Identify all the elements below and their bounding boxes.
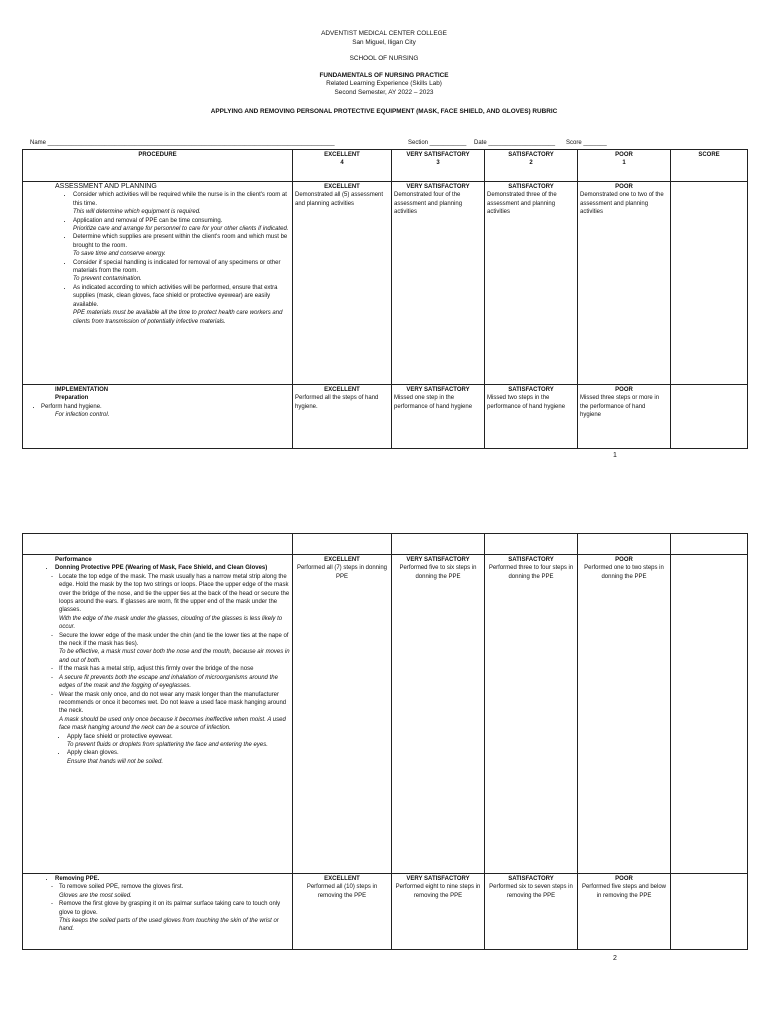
list-item [55, 875, 290, 934]
list-item: • Apply face shield or protective eyewear. To prevent fluids or droplets from splattering the face and entering the eyes. [67, 733, 290, 750]
document-header [0, 30, 768, 116]
col-score: SCORE [671, 150, 748, 182]
implementation-rationale: For infection control. [55, 412, 110, 419]
list-item: • Determine which supplies are present within the client's room and which must be brought to the room. To save time and conserve energy. [73, 233, 290, 258]
col-very-satisfactory: VERY SATISFACTORY 3 [392, 150, 485, 182]
list-item: - A secure fit prevents both the escape and inhalation of microorganisms around the edges of the mask and the fogging of eyeglasses. [59, 674, 290, 691]
performance-row [23, 555, 748, 874]
list-item: - To remove soiled PPE, remove the gloves first. Gloves are the most soiled. [59, 883, 290, 900]
list-item: • Application and removal of PPE can be time consuming. Prioritize care and arrange for personnel to care for your other clients if indicated. [73, 217, 290, 234]
page-number: 1 [613, 452, 617, 459]
implementation-satisfactory: SATISFACTORY Missed two steps in the performance of hand hygiene [485, 385, 578, 449]
page-2 [0, 520, 768, 1024]
removing-heading: Removing PPE. [55, 876, 100, 882]
col-excellent: EXCELLENT 4 [293, 150, 392, 182]
list-item [55, 564, 290, 732]
implementation-procedure [23, 385, 293, 449]
list-item: - Remove the first glove by grasping it on its palmar surface taking care to touch only glove to glove. This keeps the soiled parts of the used gloves from touching the skin of the wrist or hand. [59, 900, 290, 934]
rubric-table-page-1 [22, 149, 748, 449]
rubric-table-page-2 [22, 533, 748, 950]
list-item: • Apply clean gloves. Ensure that hands will not be soiled. [67, 749, 290, 766]
blank-header-row [23, 534, 748, 555]
list-item: • Consider which activities will be required while the nurse is in the client's room at this time. This will determine which equipment is required. [73, 191, 290, 216]
removing-procedure [23, 874, 293, 950]
implementation-heading: IMPLEMENTATION [55, 387, 109, 393]
table-header-row [23, 150, 748, 182]
col-poor: POOR 1 [578, 150, 671, 182]
assessment-excellent: EXCELLENT Demonstrated all (5) assessment and planning activities [293, 182, 392, 385]
section-field[interactable]: Section ___________ [408, 140, 467, 146]
implementation-poor: POOR Missed three steps or more in the performance of hand hygiene [578, 385, 671, 449]
performance-very-satisfactory: VERY SATISFACTORY Performed five to six steps in donning the PPE [392, 555, 485, 874]
performance-poor: POOR Performed one to two steps in donning the PPE [578, 555, 671, 874]
preparation-heading: Preparation [55, 395, 89, 402]
list-item: - Secure the lower edge of the mask under the chin (and tie the lower ties at the nape of the neck if the mask has ties). To be effective, a mask must cover both the nose and the mouth, because air moves in and out of both. [59, 632, 290, 666]
college-address: San Miguel, Iligan City [352, 38, 416, 46]
list-item: • As indicated according to which activities will be performed, ensure that extra supplies (mask, clean gloves, face shield or protective eyewear) are easily available. PPE materials must be available all the time to protect health care workers and clients from transmission of potentially infective materials. [73, 284, 290, 326]
performance-satisfactory: SATISFACTORY Performed three to four steps in donning the PPE [485, 555, 578, 874]
list-item: - If the mask has a metal strip, adjust this firmly over the bridge of the nose [59, 665, 290, 673]
assessment-procedure [23, 182, 293, 385]
col-procedure: PROCEDURE [23, 150, 293, 182]
implementation-score-cell[interactable] [671, 385, 748, 449]
page-1 [0, 0, 768, 480]
removing-score-cell[interactable] [671, 874, 748, 950]
removing-satisfactory: SATISFACTORY Performed six to seven steps in removing the PPE [485, 874, 578, 950]
donning-heading: Donning Protective PPE (Wearing of Mask, Face Shield, and Clean Gloves) [55, 565, 268, 572]
list-item: • Consider if special handling is indicated for removal of any specimens or other materials from the room. To prevent contamination. [73, 259, 290, 284]
implementation-row [23, 385, 748, 449]
rle-label: Related Learning Experience (Skills Lab) [326, 80, 442, 88]
list-item: • Perform hand hygiene. [33, 403, 290, 411]
rubric-title: APPLYING AND REMOVING PERSONAL PROTECTIVE EQUIPMENT (MASK, FACE SHIELD, AND GLOVES) RUBRIC [210, 107, 558, 115]
assessment-heading: ASSESSMENT AND PLANNING [55, 183, 157, 190]
assessment-poor: POOR Demonstrated one to two of the assessment and planning activities [578, 182, 671, 385]
performance-heading: Performance [55, 557, 92, 563]
semester-label: Second Semester, AY 2022 – 2023 [334, 88, 434, 96]
school-name: SCHOOL OF NURSING [349, 55, 419, 63]
performance-excellent: EXCELLENT Performed all (7) steps in donning PPE [293, 555, 392, 874]
assessment-row [23, 182, 748, 385]
assessment-very-satisfactory: VERY SATISFACTORY Demonstrated four of the assessment and planning activities [392, 182, 485, 385]
list-item: - Wear the mask only once, and do not wear any mask longer than the manufacturer recommends or once it becomes wet. Do not leave a used face mask hanging around the neck. A mask should be used only once because it becomes ineffective when moist. A used face mask hanging around the neck can be a source of infection. [59, 691, 290, 733]
removing-poor: POOR Performed five steps and below in removing the PPE [578, 874, 671, 950]
date-field[interactable]: Date ____________________ [474, 140, 556, 146]
assessment-score-cell[interactable] [671, 182, 748, 385]
name-field[interactable]: Name ______________________________________________________________________________________ [30, 140, 335, 146]
performance-procedure [23, 555, 293, 874]
implementation-very-satisfactory: VERY SATISFACTORY Missed one step in the performance of hand hygiene [392, 385, 485, 449]
course-title: FUNDAMENTALS OF NURSING PRACTICE [319, 71, 449, 79]
performance-score-cell[interactable] [671, 555, 748, 874]
removing-excellent: EXCELLENT Performed all (10) steps in removing the PPE [293, 874, 392, 950]
college-name: ADVENTIST MEDICAL CENTER COLLEGE [321, 30, 447, 37]
col-satisfactory: SATISFACTORY 2 [485, 150, 578, 182]
score-field[interactable]: Score _______ [566, 140, 607, 146]
assessment-satisfactory: SATISFACTORY Demonstrated three of the assessment and planning activities [485, 182, 578, 385]
implementation-excellent: EXCELLENT Performed all the steps of hand hygiene. [293, 385, 392, 449]
list-item: - Locate the top edge of the mask. The mask usually has a narrow metal strip along the edge. Hold the mask by the top two strings or loops. Place the upper edge of the mask over the bridge of the nose, and tie the upper ties at the back of the head or secure the loops around the ears. If glasses are worn, fit the upper end of the mask under the glasses. With the edge of the mask under the glasses, clouding of the glasses is less likely to occur. [59, 573, 290, 632]
page-number: 2 [613, 955, 617, 962]
removing-row [23, 874, 748, 950]
removing-very-satisfactory: VERY SATISFACTORY Performed eight to nine steps in removing the PPE [392, 874, 485, 950]
